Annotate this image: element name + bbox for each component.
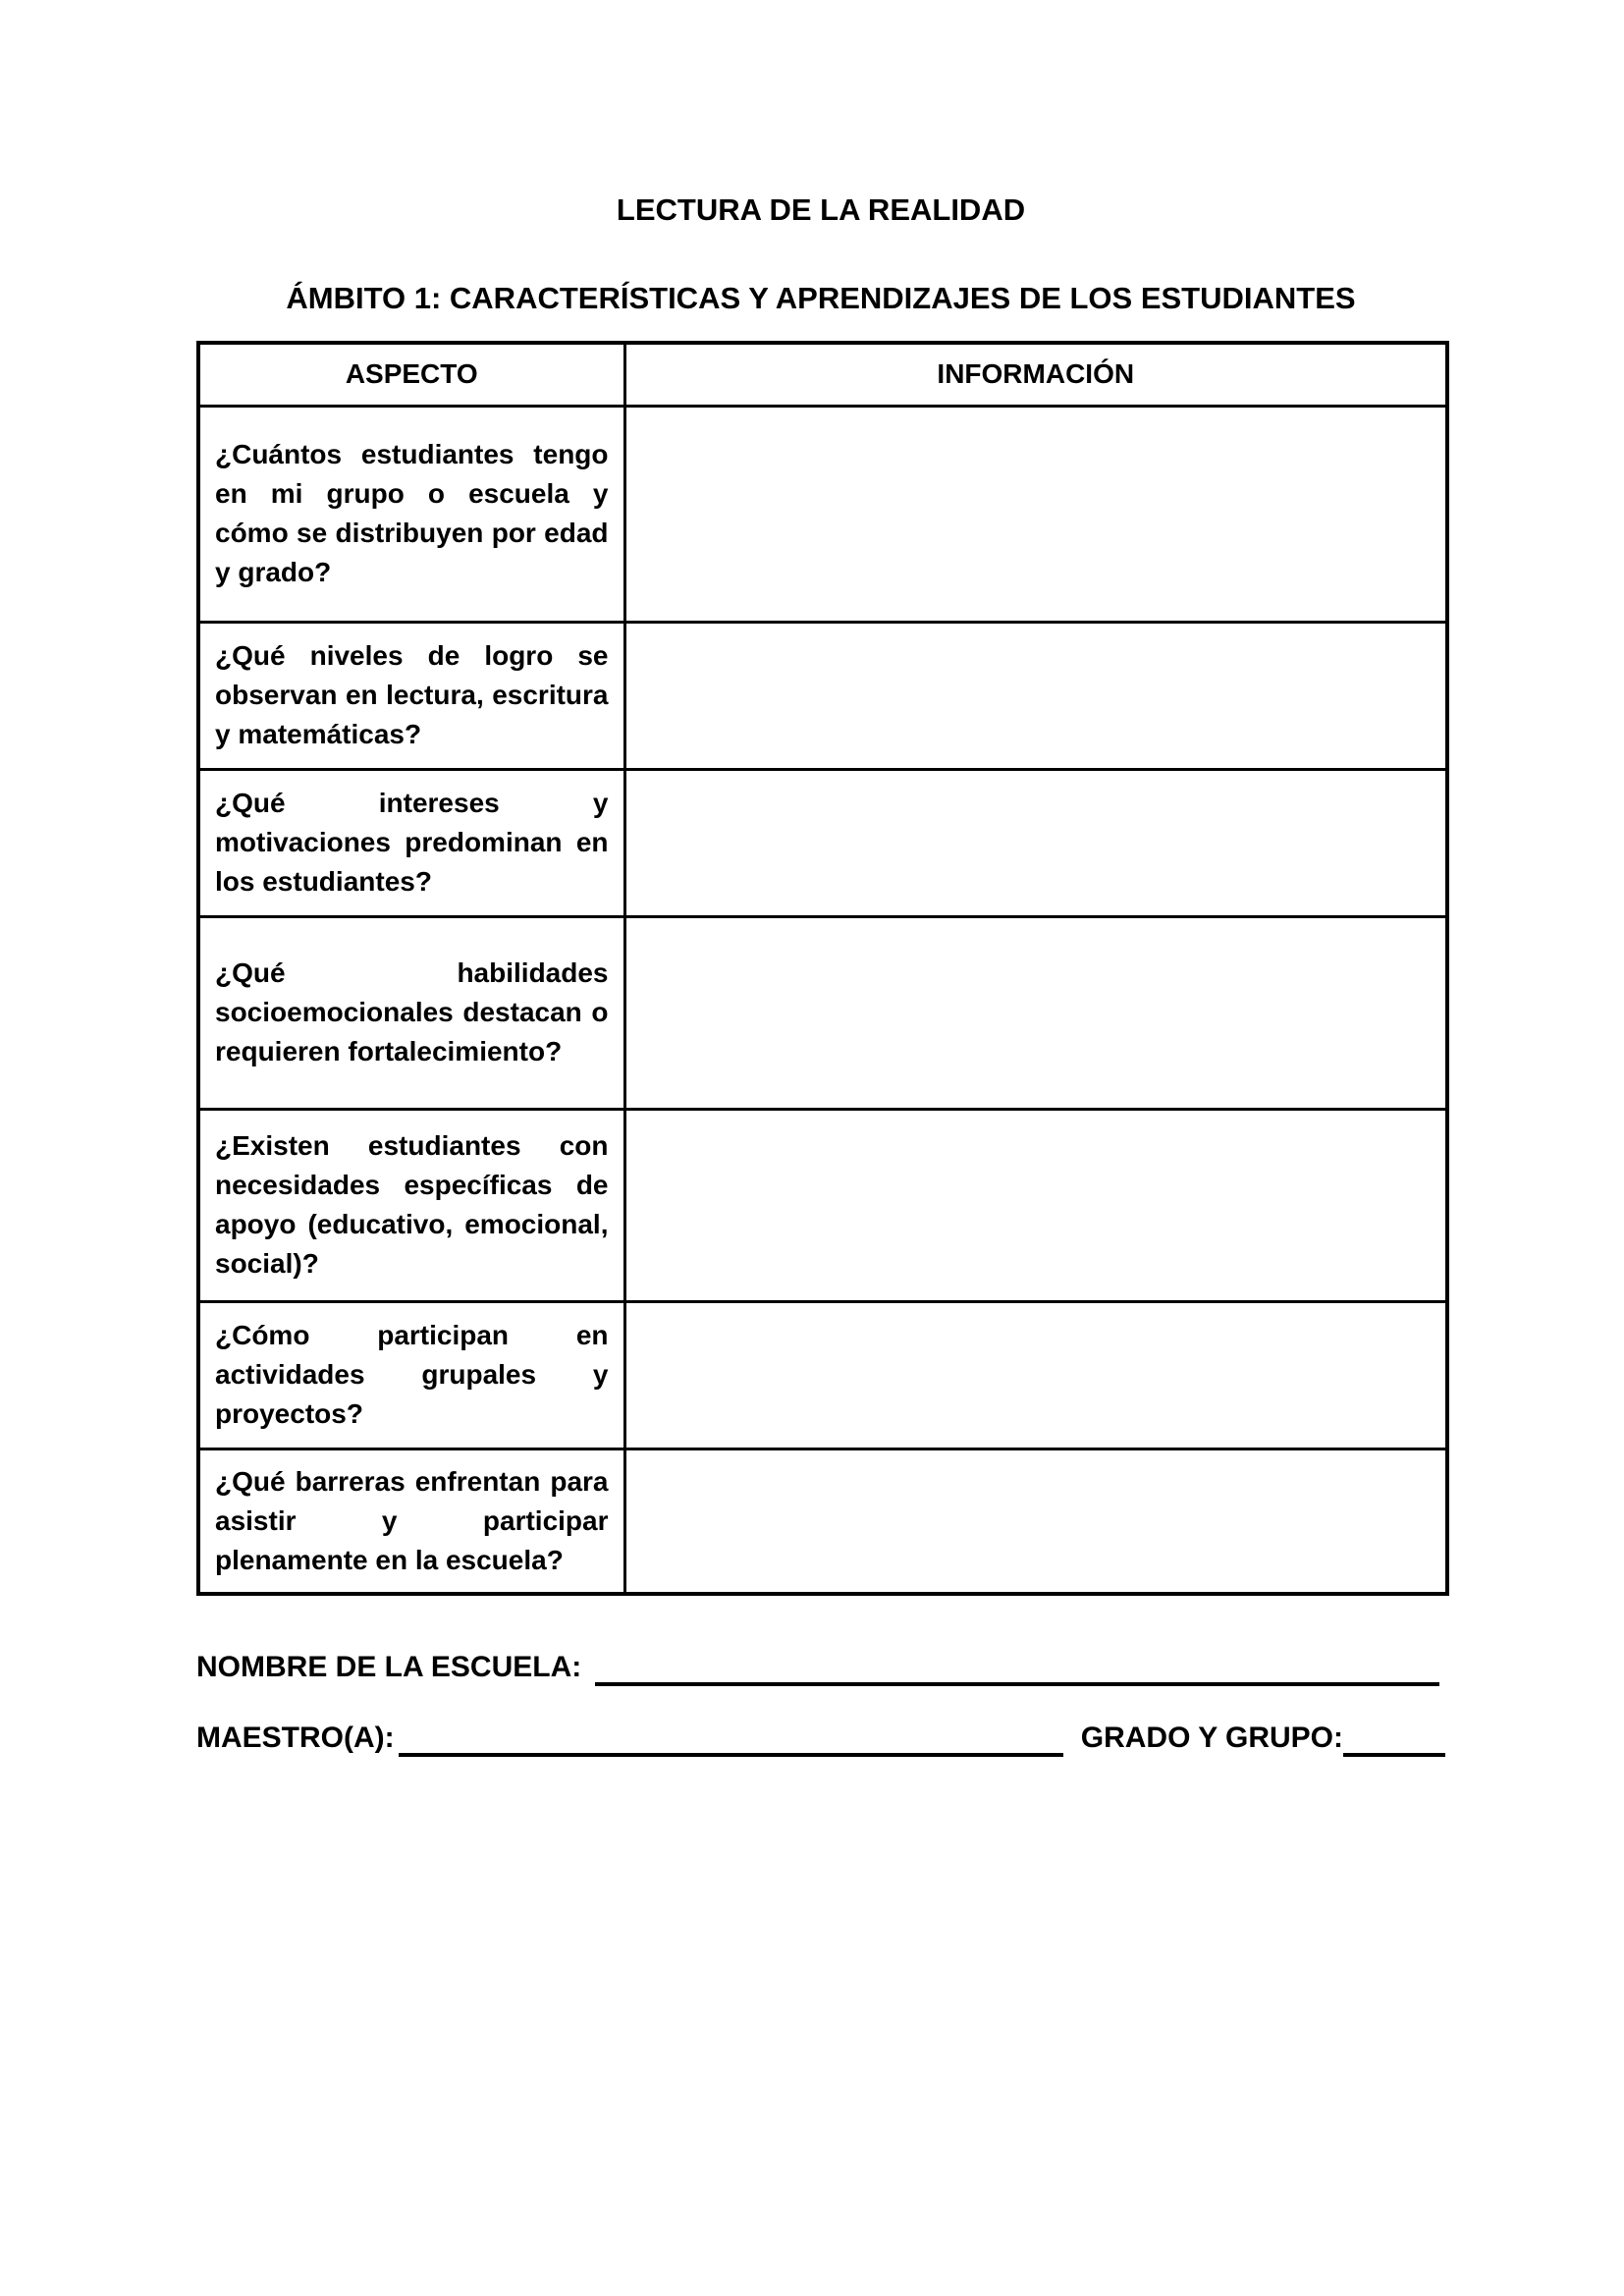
aspect-cell: ¿Cómo participan en actividades grupales y proyectos?	[198, 1301, 624, 1449]
grade-group-label: GRADO Y GRUPO:	[1080, 1722, 1343, 1754]
information-cell[interactable]	[624, 622, 1447, 769]
aspect-cell: ¿Cuántos estudiantes tengo en mi grupo o escuela y cómo se distribuyen por edad y grado?	[198, 406, 624, 622]
table-row	[198, 622, 1447, 769]
school-name-row	[196, 1649, 1445, 1686]
information-cell[interactable]	[624, 916, 1447, 1109]
table-row	[198, 406, 1447, 622]
table-row	[198, 1109, 1447, 1301]
teacher-label: MAESTRO(A):	[196, 1722, 395, 1754]
aspect-information-table	[196, 341, 1449, 1596]
table-row	[198, 1449, 1447, 1594]
table-header-row	[198, 343, 1447, 406]
aspect-cell: ¿Qué barreras enfrentan para asistir y participar plenamente en la escuela?	[198, 1449, 624, 1594]
information-cell[interactable]	[624, 406, 1447, 622]
school-name-field[interactable]	[595, 1653, 1439, 1686]
aspect-cell: ¿Existen estudiantes con necesidades específicas de apoyo (educativo, emocional, social)?	[198, 1109, 624, 1301]
page-subtitle: ÁMBITO 1: CARACTERÍSTICAS Y APRENDIZAJES DE LOS ESTUDIANTES	[286, 281, 1356, 315]
information-cell[interactable]	[624, 769, 1447, 916]
aspect-cell: ¿Qué niveles de logro se observan en lectura, escritura y matemáticas?	[198, 622, 624, 769]
information-cell[interactable]	[624, 1301, 1447, 1449]
teacher-grade-row	[196, 1720, 1445, 1757]
grade-group-field[interactable]	[1343, 1723, 1445, 1757]
table-row	[198, 916, 1447, 1109]
table-row	[198, 1301, 1447, 1449]
aspect-cell: ¿Qué intereses y motivaciones predominan en los estudiantes?	[198, 769, 624, 916]
information-cell[interactable]	[624, 1109, 1447, 1301]
page-title: LECTURA DE LA REALIDAD	[616, 192, 1026, 227]
teacher-field[interactable]	[399, 1723, 1063, 1757]
information-cell[interactable]	[624, 1449, 1447, 1594]
column-header-informacion: INFORMACIÓN	[624, 343, 1447, 406]
column-header-aspecto: ASPECTO	[198, 343, 624, 406]
aspect-cell: ¿Qué habilidades socioemocionales destacan o requieren fortalecimiento?	[198, 916, 624, 1109]
table-row	[198, 769, 1447, 916]
school-name-label: NOMBRE DE LA ESCUELA:	[196, 1651, 582, 1683]
